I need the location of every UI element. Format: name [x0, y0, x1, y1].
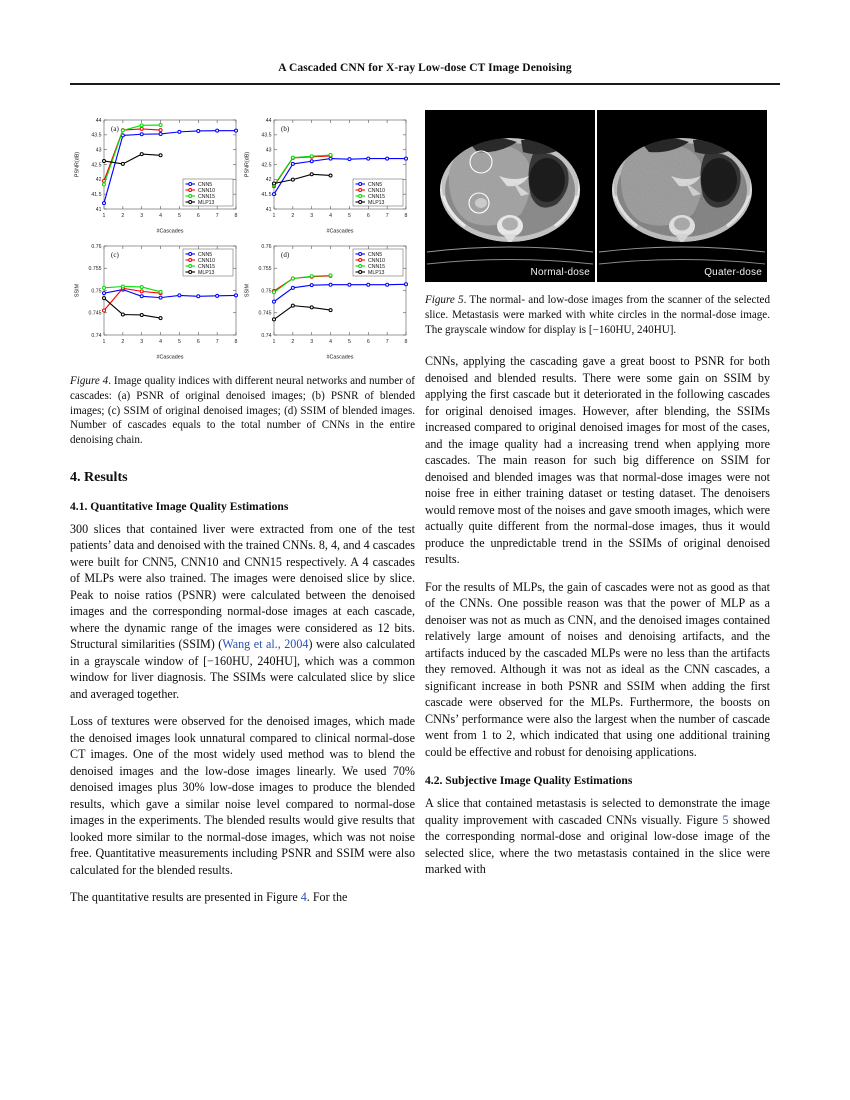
svg-text:5: 5 [347, 213, 351, 219]
figure-5-caption-text: . The normal- and low-dose images from the scanner of the selected slice. Metastasis were marked with white circles in the normal-dose image. The grayscale window for display is [−160HU, 240HU]. [425, 294, 770, 336]
svg-text:(c): (c) [111, 251, 119, 259]
svg-text:7: 7 [385, 339, 389, 345]
svg-text:4: 4 [329, 213, 333, 219]
series-marker-MLP13 [140, 153, 143, 156]
heading-results: 4. Results [70, 469, 128, 485]
chart-panel-a [70, 110, 242, 235]
chart-panel-d [240, 236, 412, 361]
series-marker-CNN15 [159, 124, 162, 127]
series-marker-MLP13 [273, 182, 276, 185]
series-marker-CNN5 [386, 157, 389, 160]
legend-label-CNN10: CNN10 [198, 187, 216, 194]
legend-label-CNN10: CNN10 [368, 257, 386, 264]
svg-text:42: 42 [265, 177, 272, 184]
series-marker-MLP13 [291, 304, 294, 307]
paragraph-right-3 [425, 795, 770, 878]
figure-4 [70, 110, 415, 360]
series-marker-CNN5 [197, 129, 200, 132]
series-marker-CNN15 [291, 156, 294, 159]
series-marker-CNN15 [121, 285, 124, 288]
svg-text:8: 8 [234, 213, 238, 219]
legend-label-CNN15: CNN15 [368, 263, 386, 270]
svg-text:SSIM: SSIM [74, 283, 81, 298]
page-title: A Cascaded CNN for X-ray Low-dose CT Image Denoising [278, 62, 572, 74]
ct-image-quarter-dose [597, 110, 767, 282]
svg-text:0.74: 0.74 [261, 332, 272, 339]
right-column [425, 110, 770, 889]
series-marker-MLP13 [159, 317, 162, 320]
legend-label-MLP13: MLP13 [198, 199, 215, 206]
svg-text:1: 1 [272, 339, 276, 345]
svg-text:44: 44 [265, 117, 272, 124]
svg-text:42.5: 42.5 [91, 162, 102, 169]
series-marker-CNN5 [348, 283, 351, 286]
header-rule [70, 83, 780, 85]
series-marker-CNN15 [140, 285, 143, 288]
svg-text:43.5: 43.5 [261, 132, 272, 139]
series-marker-MLP13 [159, 154, 162, 157]
legend-label-CNN15: CNN15 [198, 263, 216, 270]
legend-label-MLP13: MLP13 [368, 199, 385, 206]
paragraph-quantitative-1 [70, 521, 415, 703]
svg-text:3: 3 [310, 213, 314, 219]
series-marker-MLP13 [121, 313, 124, 316]
ct-label-normal-dose: Normal-dose [530, 267, 590, 278]
series-marker-CNN10 [159, 129, 162, 132]
svg-text:1: 1 [102, 339, 106, 345]
svg-text:#Cascades: #Cascades [156, 354, 184, 361]
series-marker-MLP13 [103, 297, 106, 300]
figure-5-reference[interactable]: 5 [722, 812, 729, 827]
series-marker-CNN5 [405, 157, 408, 160]
series-marker-CNN15 [291, 277, 294, 280]
svg-text:3: 3 [310, 339, 314, 345]
series-marker-CNN15 [140, 124, 143, 127]
svg-text:0.755: 0.755 [258, 266, 272, 273]
series-marker-MLP13 [140, 313, 143, 316]
series-marker-CNN5 [178, 294, 181, 297]
series-marker-CNN10 [140, 290, 143, 293]
svg-text:0.745: 0.745 [258, 310, 272, 317]
series-marker-CNN5 [216, 129, 219, 132]
svg-text:8: 8 [234, 339, 238, 345]
svg-text:43: 43 [95, 147, 102, 154]
svg-text:1: 1 [272, 213, 276, 219]
legend-label-MLP13: MLP13 [198, 269, 215, 276]
legend-label-MLP13: MLP13 [368, 269, 385, 276]
series-marker-CNN15 [103, 183, 106, 186]
svg-text:6: 6 [366, 213, 370, 219]
series-marker-MLP13 [291, 178, 294, 181]
legend-label-CNN15: CNN15 [198, 193, 216, 200]
series-marker-MLP13 [310, 173, 313, 176]
svg-text:6: 6 [196, 213, 200, 219]
svg-text:4: 4 [159, 213, 163, 219]
svg-text:1: 1 [102, 213, 106, 219]
series-marker-CNN5 [386, 283, 389, 286]
citation-wang-2004[interactable]: Wang et al., 2004 [222, 637, 309, 652]
svg-text:0.745: 0.745 [88, 310, 102, 317]
series-marker-CNN15 [121, 129, 124, 132]
left-column [70, 110, 415, 917]
svg-text:#Cascades: #Cascades [326, 228, 354, 235]
paragraph-right-1: CNNs, applying the cascading gave a great boost to PSNR for both denoised and blended results. There were some gain on SSIM by applying the first cascade but it deteriorated in the following cascades for original denoised images. However, after blending, the SSIMs increased compared to original denoised images for most of the cases, and the image quality had a increasing trend when applying more cascades. The main reason for such big difference on SSIM for denoised and blended images was that normal-dose images were not noise free in either training dataset or testing dataset. The denoisers would remove most of the noises and gave smooth images, which were actually quite different from the normal-dose images, thus it would produce the unpredictable trend in the SSIMs of original denoised results. [425, 354, 770, 567]
svg-text:0.74: 0.74 [91, 332, 102, 339]
series-marker-CNN15 [103, 286, 106, 289]
svg-text:(b): (b) [281, 125, 290, 133]
svg-text:4: 4 [159, 339, 163, 345]
series-marker-CNN15 [273, 291, 276, 294]
svg-text:41: 41 [95, 206, 102, 213]
para-text-a: 300 slices that contained liver were extracted from one of the test patients’ data and denoised with the trained CNNs. 8, 4, and 4 cascades were built for CNN5, CNN10 and CNN15 respectively. A 4 cascades of MLPs were also trained. The images were denoised slice by slice. Peak to noise ratios (PSNR) were calculated between the denoised images and the corresponding normal-dose images at each cascade, where the dynamic range of the images were considered as 12 bits. Structural similarities (SSIM) ( [70, 521, 415, 652]
series-marker-CNN5 [159, 132, 162, 135]
svg-text:0.75: 0.75 [261, 288, 272, 295]
svg-text:0.75: 0.75 [91, 288, 102, 295]
svg-text:42.5: 42.5 [261, 162, 272, 169]
legend-label-CNN15: CNN15 [368, 193, 386, 200]
svg-text:3: 3 [140, 339, 144, 345]
series-marker-CNN5 [178, 130, 181, 133]
figure-5-caption [425, 293, 770, 337]
legend-label-CNN5: CNN5 [198, 251, 213, 258]
series-marker-CNN5 [273, 193, 276, 196]
figure-4-caption [70, 374, 415, 448]
svg-text:(d): (d) [281, 251, 290, 259]
legend-label-CNN10: CNN10 [368, 187, 386, 194]
svg-text:2: 2 [291, 213, 295, 219]
svg-text:41: 41 [265, 206, 272, 213]
chart-svg-d [240, 236, 412, 361]
svg-text:7: 7 [215, 213, 219, 219]
chart-svg-c [70, 236, 242, 361]
paragraph-quantitative-2: Loss of textures were observed for the denoised images, which made the denoised images look unnatural compared to clinical normal-dose CT images. One of the most widely used method was to blend the denoised images and the low-dose images linearly. We used 70% denoised images plus 30% low-dose images to produce the blended results, which gave a similar noise level compared to normal-dose images in the experiments. The blended results would give results that looked more similar to the normal-dose images, which was not noise free. Quantitative measurements including PSNR and SSIM were also calculated for the blended results. [70, 714, 415, 877]
series-marker-MLP13 [310, 306, 313, 309]
svg-text:41.5: 41.5 [91, 192, 102, 199]
chart-panel-b [240, 110, 412, 235]
series-marker-CNN15 [310, 275, 313, 278]
series-marker-CNN5 [329, 283, 332, 286]
svg-text:3: 3 [140, 213, 144, 219]
svg-text:7: 7 [215, 339, 219, 345]
svg-text:(a): (a) [111, 125, 119, 133]
series-marker-CNN5 [367, 283, 370, 286]
para-text-b: ) were also calculated in a grayscale window of [−160HU, 240HU], which was a common window for liver diagnosis. The SSIMs were calculated slice by slice and averaged together. [70, 637, 415, 701]
figure-4-reference[interactable]: 4 [300, 890, 307, 905]
svg-text:44: 44 [95, 117, 102, 124]
series-marker-CNN10 [140, 127, 143, 130]
ct-image-normal-dose [425, 110, 595, 282]
svg-text:SSIM: SSIM [244, 283, 251, 298]
series-marker-CNN5 [235, 129, 238, 132]
ct-slice-graphic [425, 110, 595, 282]
svg-text:8: 8 [404, 339, 408, 345]
paragraph-quantitative-3 [70, 889, 415, 906]
figure-4-caption-text: . Image quality indices with different neural networks and number of cascades: (a) PSNR of original denoised images; (b) PSNR of blended images; (c) SSIM of original denoised images; (d) SSIM of blended images. Number of cascades equals to the total number of CNNs in the entire denoising chain. [70, 375, 415, 446]
svg-text:42: 42 [95, 177, 102, 184]
series-marker-CNN5 [348, 158, 351, 161]
ct-slice-graphic [597, 110, 767, 282]
series-marker-CNN5 [291, 286, 294, 289]
svg-text:2: 2 [121, 213, 125, 219]
legend-label-CNN10: CNN10 [198, 257, 216, 264]
series-marker-CNN5 [103, 202, 106, 205]
series-marker-CNN5 [140, 133, 143, 136]
svg-text:7: 7 [385, 213, 389, 219]
svg-text:5: 5 [177, 213, 181, 219]
svg-text:0.76: 0.76 [91, 243, 102, 250]
series-marker-CNN5 [367, 157, 370, 160]
series-marker-CNN5 [140, 295, 143, 298]
series-marker-CNN10 [103, 309, 106, 312]
series-marker-MLP13 [329, 309, 332, 312]
svg-text:2: 2 [291, 339, 295, 345]
series-marker-CNN5 [273, 300, 276, 303]
series-marker-CNN5 [310, 160, 313, 163]
legend-label-CNN5: CNN5 [368, 251, 383, 258]
series-marker-CNN5 [159, 296, 162, 299]
chart-svg-a [70, 110, 242, 235]
figure-4-label: Figure 4 [70, 375, 109, 387]
svg-text:#Cascades: #Cascades [326, 354, 354, 361]
series-marker-CNN5 [291, 162, 294, 165]
svg-text:5: 5 [347, 339, 351, 345]
heading-subjective: 4.2. Subjective Image Quality Estimations [425, 774, 633, 788]
series-marker-MLP13 [273, 318, 276, 321]
legend-label-CNN5: CNN5 [368, 181, 383, 188]
svg-text:43: 43 [265, 147, 272, 154]
svg-text:PSNR(dB): PSNR(dB) [244, 151, 251, 178]
para-text-c: The quantitative results are presented in Figure [70, 890, 301, 905]
series-marker-CNN15 [310, 155, 313, 158]
svg-text:6: 6 [366, 339, 370, 345]
figure-5 [425, 110, 770, 282]
svg-text:#Cascades: #Cascades [156, 228, 184, 235]
figure-5-label: Figure 5 [425, 294, 464, 306]
series-marker-CNN5 [216, 294, 219, 297]
series-marker-MLP13 [103, 159, 106, 162]
series-marker-CNN5 [405, 283, 408, 286]
svg-text:41.5: 41.5 [261, 192, 272, 199]
ct-label-quarter-dose: Quater-dose [704, 267, 762, 278]
para-text-d: . For the [306, 890, 348, 905]
svg-text:5: 5 [177, 339, 181, 345]
svg-text:2: 2 [121, 339, 125, 345]
svg-text:0.76: 0.76 [261, 243, 272, 250]
series-marker-CNN15 [329, 154, 332, 157]
chart-svg-b [240, 110, 412, 235]
heading-quantitative: 4.1. Quantitative Image Quality Estimations [70, 499, 289, 513]
series-marker-CNN5 [235, 294, 238, 297]
para-text-f: showed the corresponding normal-dose and original low-dose image of the selected slice, where the two metastasis contained in the slice were marked with [425, 812, 770, 877]
series-marker-MLP13 [121, 162, 124, 165]
legend-label-CNN5: CNN5 [198, 181, 213, 188]
series-marker-CNN5 [197, 295, 200, 298]
series-marker-MLP13 [329, 174, 332, 177]
series-marker-CNN5 [310, 284, 313, 287]
svg-text:PSNR(dB): PSNR(dB) [74, 151, 81, 178]
svg-text:43.5: 43.5 [91, 132, 102, 139]
series-marker-CNN5 [103, 292, 106, 295]
svg-text:8: 8 [404, 213, 408, 219]
chart-panel-c [70, 236, 242, 361]
paragraph-right-2: For the results of MLPs, the gain of cascades were not as good as that of the CNNs. One possible reason was that the power of MLP as a denoiser was not as much as CNN, and the denoised images contained relatively large amount of noises and denoising artifacts, and the artifacts induced by the cascaded MLPs were no less than the artifacts they removed. Although it was not as ideal as the CNN cascades, a significant increase in both PSNR and SSIM when adding the first cascade were observed for the MLPs. Furthermore, the boosts on CNNs’ performance were also the largest when the number of cascade went from 1 to 2, which indicated that using one additional training could be effective and robust for denoising applications. [425, 579, 770, 759]
series-marker-CNN15 [159, 290, 162, 293]
svg-text:0.755: 0.755 [88, 266, 102, 273]
svg-text:4: 4 [329, 339, 333, 345]
svg-text:6: 6 [196, 339, 200, 345]
series-marker-CNN15 [329, 274, 332, 277]
para-text-e: A slice that contained metastasis is selected to demonstrate the image quality improvement with cascaded CNNs visually. Figure [425, 796, 770, 827]
running-header [70, 62, 780, 74]
